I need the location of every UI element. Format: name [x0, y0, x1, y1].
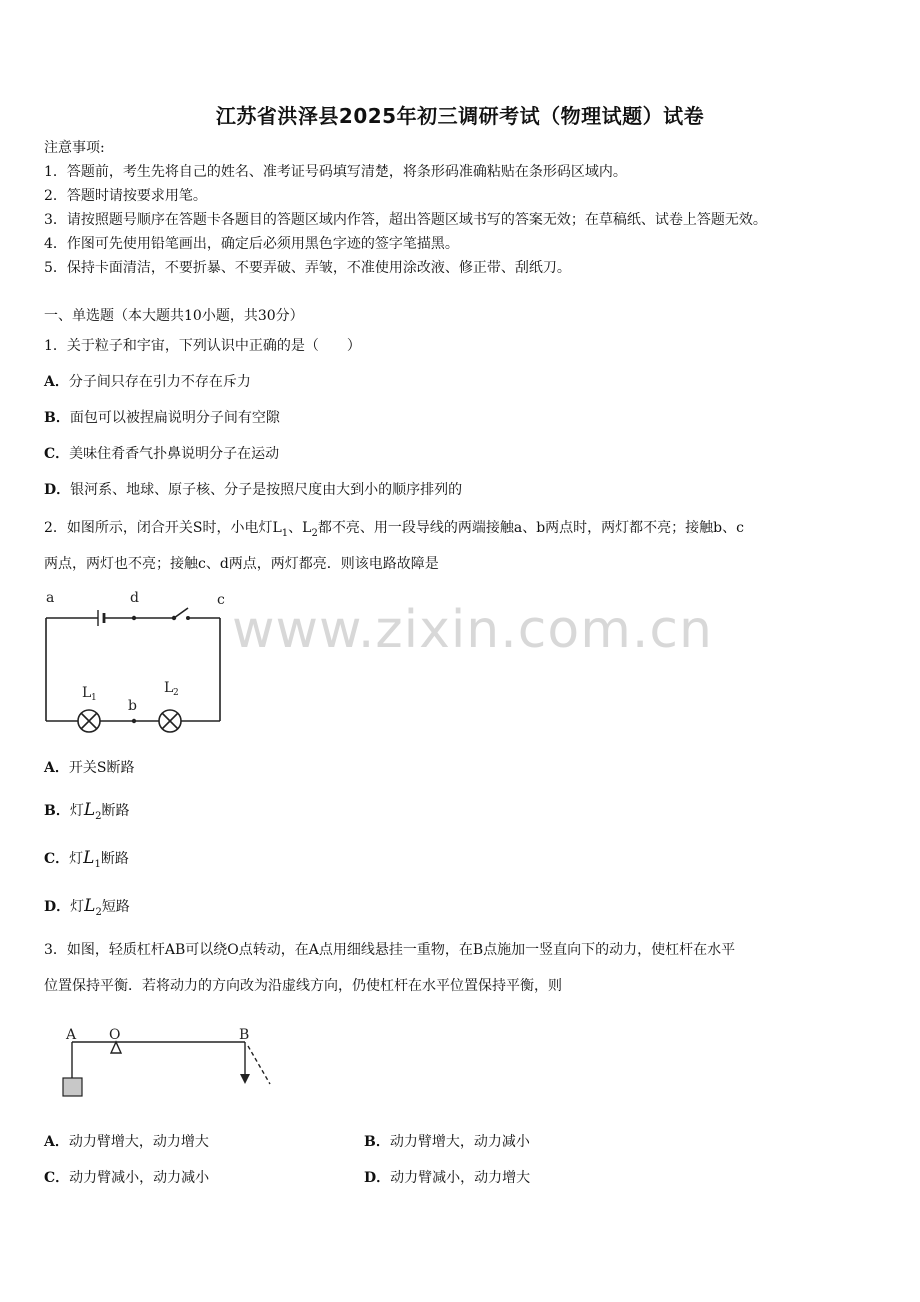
- option-label: C．: [44, 1170, 70, 1186]
- label-b: b: [128, 698, 137, 714]
- option-label: B．: [44, 410, 70, 426]
- q2-stem-line2: 两点，两灯也不亮；接触c、d两点，两灯都亮．则该电路故障是: [44, 556, 439, 572]
- q3-stem-line1: 3．如图，轻质杠杆AB可以绕O点转动，在A点用细线悬挂一重物，在B点施加一竖直向下的动力，使杠杆在水平: [44, 942, 736, 958]
- label-O: O: [109, 1027, 121, 1043]
- option-math: L: [84, 896, 96, 916]
- option-text: 短路: [101, 899, 130, 915]
- notice-item: 5．保持卡面清洁，不要折暴、不要弄破、弄皱，不准使用涂改液、修正带、刮纸刀。: [44, 260, 571, 276]
- q2-stem-part: 2．如图所示，闭合开关S时，小电灯L: [44, 520, 282, 536]
- option-text: 开关S断路: [68, 760, 135, 776]
- option-sub: 2: [95, 810, 102, 822]
- label-B: B: [239, 1027, 250, 1043]
- option-text: 灯: [70, 899, 85, 915]
- fulcrum: [111, 1042, 121, 1053]
- page-title: 江苏省洪泽县2025年初三调研考试（物理试题）试卷: [215, 104, 705, 128]
- label-a: a: [46, 590, 55, 606]
- q2-sub: 2: [311, 527, 318, 539]
- section-heading: 一、单选题（本大题共10小题，共30分）: [44, 308, 304, 324]
- option-math: L: [83, 848, 95, 868]
- option-label: D．: [364, 1170, 391, 1186]
- label-l1: L: [82, 685, 92, 701]
- lever-diagram: [56, 1022, 286, 1102]
- q2-stem-part: 、L: [288, 520, 312, 536]
- q2-stem-line1: [44, 518, 744, 544]
- option-text: 分子间只存在引力不存在斥力: [68, 374, 251, 390]
- notice-item: 2．答题时请按要求用笔。: [44, 188, 207, 204]
- q2-option-d[interactable]: [44, 896, 130, 923]
- q3-option-c[interactable]: [44, 1168, 209, 1188]
- option-text: 灯: [69, 803, 84, 819]
- notice-item: 3．请按照题号顺序在答题卡各题目的答题区域内作答，超出答题区域书写的答案无效；在草稿纸、试卷上答题无效。: [44, 212, 767, 228]
- q3-option-a[interactable]: [44, 1132, 209, 1152]
- option-label: D．: [44, 482, 71, 498]
- q1-option-b[interactable]: [44, 408, 280, 428]
- option-text: 面包可以被捏扁说明分子间有空隙: [69, 410, 280, 426]
- dashed-force-line: [248, 1046, 270, 1084]
- label-c: c: [217, 592, 225, 608]
- label-l2-sub: 2: [173, 688, 179, 698]
- option-label: B．: [44, 803, 70, 819]
- switch-contact: [186, 616, 190, 620]
- label-l1-sub: 1: [91, 693, 97, 703]
- option-text: 灯: [69, 851, 84, 867]
- q3-stem-line2: 位置保持平衡．若将动力的方向改为沿虚线方向，仍使杠杆在水平位置保持平衡，则: [44, 978, 562, 994]
- option-label: C．: [44, 851, 70, 867]
- node-d: [132, 616, 136, 620]
- circuit-diagram: [40, 586, 240, 746]
- option-math: L: [83, 800, 96, 820]
- option-text: 美味住肴香气扑鼻说明分子在运动: [69, 446, 280, 462]
- option-label: A．: [44, 1134, 69, 1150]
- notice-item: 1．答题前，考生先将自己的姓名、准考证号码填写清楚，将条形码准确粘贴在条形码区域内。: [44, 164, 627, 180]
- arrow-head: [240, 1074, 250, 1084]
- node-b: [132, 719, 136, 723]
- q2-option-c[interactable]: [44, 848, 129, 875]
- q2-stem-part: 都不亮、用一段导线的两端接触a、b两点时，两灯都不亮；接触b、c: [317, 520, 744, 536]
- label-A: A: [66, 1027, 77, 1043]
- option-sub: 2: [95, 906, 102, 918]
- label-l2: L: [164, 680, 174, 696]
- option-label: A．: [44, 374, 69, 390]
- option-text: 断路: [100, 851, 129, 867]
- option-sub: 1: [94, 858, 101, 870]
- option-label: A．: [44, 760, 69, 776]
- option-text: 动力臂减小，动力增大: [390, 1170, 531, 1186]
- q2-sub: 1: [281, 527, 289, 539]
- q2-option-b[interactable]: [44, 800, 130, 827]
- notice-heading: 注意事项:: [44, 140, 105, 156]
- notice-item: 4．作图可先使用铅笔画出，确定后必须用黑色字迹的签字笔描黑。: [44, 236, 459, 252]
- option-text: 断路: [101, 803, 130, 819]
- label-d: d: [130, 590, 139, 606]
- option-text: 动力臂增大，动力增大: [68, 1134, 209, 1150]
- option-label: B．: [364, 1134, 390, 1150]
- q1-option-a[interactable]: [44, 372, 251, 392]
- q2-option-a[interactable]: [44, 758, 134, 778]
- q3-option-d[interactable]: [364, 1168, 530, 1188]
- q1-option-d[interactable]: [44, 480, 462, 500]
- switch-pivot: [172, 616, 176, 620]
- q1-option-c[interactable]: [44, 444, 279, 464]
- option-text: 银河系、地球、原子核、分子是按照尺度由大到小的顺序排列的: [70, 482, 463, 498]
- q1-stem: 1．关于粒子和宇宙，下列认识中正确的是（ ）: [44, 338, 361, 354]
- option-label: D．: [44, 899, 71, 915]
- option-text: 动力臂减小，动力减小: [69, 1170, 210, 1186]
- option-label: C．: [44, 446, 70, 462]
- weight-block: [63, 1078, 82, 1096]
- option-text: 动力臂增大，动力减小: [389, 1134, 530, 1150]
- q3-option-b[interactable]: [364, 1132, 530, 1152]
- watermark: www.zixin.com.cn: [232, 600, 713, 660]
